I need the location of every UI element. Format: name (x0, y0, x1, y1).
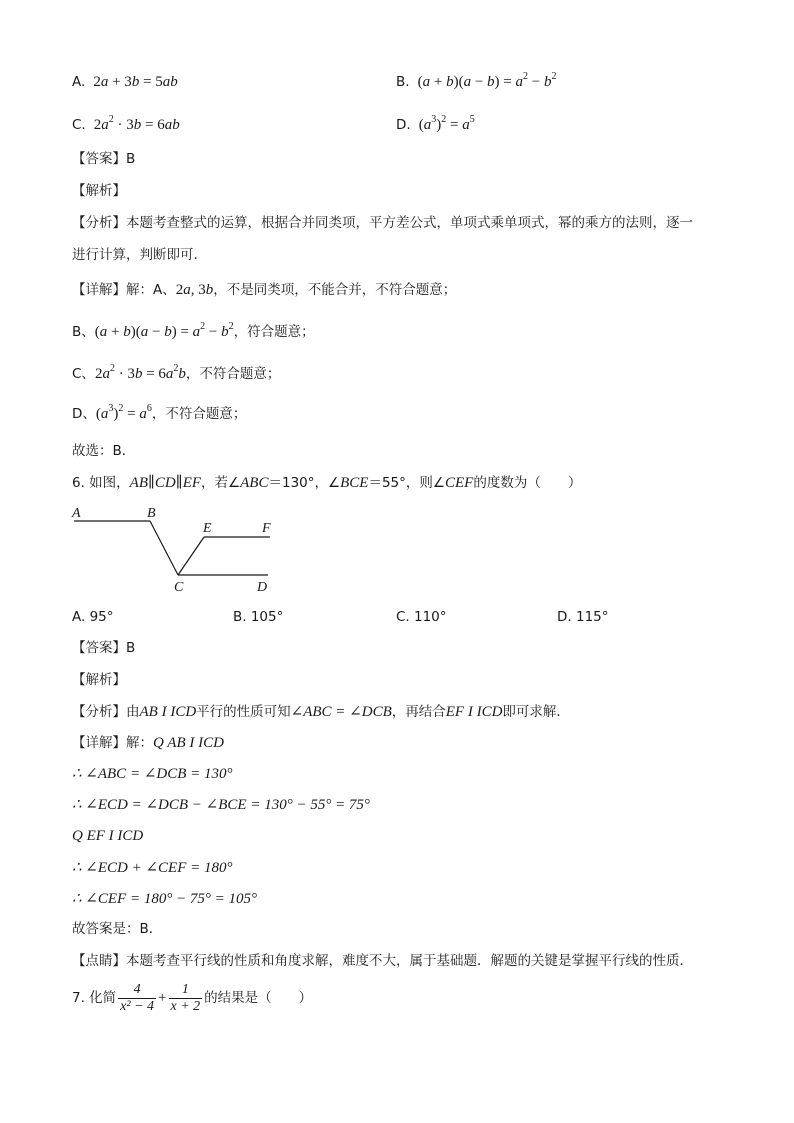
q6-xiangjie: 【详解】解：Q AB I ICD (72, 735, 224, 751)
q6-stem: 6. 如图，AB∥CD∥EF，若∠ABC＝130°，∠BCE＝55°，则∠CEF的度数为（ ） (72, 475, 582, 491)
q6-step: Q EF I ICD (72, 828, 144, 844)
q6-dianjing: 【点睛】本题考查平行线的性质和角度求解，难度不大，属于基础题．解题的关键是掌握平行线的性质． (72, 953, 693, 969)
q6-option-c: C. 110° (396, 609, 447, 625)
q5-fenxi-line1: 【分析】本题考查整式的运算，根据合并同类项，平方差公式，单项式乘单项式，幂的乘方的法则，逐一 (72, 215, 693, 231)
q6-conclusion: 故答案是：B． (72, 921, 163, 937)
q6-step: ∴ ∠CEF = 180° − 75° = 105° (72, 891, 258, 907)
label-a: A (72, 506, 81, 521)
label-f: F (262, 521, 271, 536)
q6-step: ∴ ∠ECD + ∠CEF = 180° (72, 860, 233, 876)
q5-option-b: B. $(a + b)(a - b) = a^2 - b^2$ (396, 71, 557, 90)
q6-answer: 【答案】B (72, 640, 136, 656)
q5-option-c-formula: $2a^2 \cdot 3b = 6ab$ (90, 114, 180, 133)
q6-option-a: A. 95° (72, 609, 114, 625)
q5-option-d-formula: $(a^3)^2 = a^5$ (414, 114, 475, 133)
label-c: C (174, 580, 184, 595)
q5-option-d: D. $(a^3)^2 = a^5$ (396, 114, 475, 133)
q5-option-a: A. 2a + 3b = 5ab (72, 74, 178, 90)
q5-analysis-heading: 【解析】 (72, 183, 126, 199)
q5-xiangjie-a: 【详解】解：A、2a, 3b，不是同类项，不能合并，不符合题意； (72, 282, 457, 298)
line-bc (150, 521, 178, 575)
q5-conclusion: 故选：B． (72, 443, 136, 459)
q5-option-c: C. $2a^2 \cdot 3b = 6ab$ (72, 114, 180, 133)
q6-option-b: B. 105° (233, 609, 284, 625)
q6-step: ∴ ∠ECD = ∠DCB − ∠BCE = 130° − 55° = 75° (72, 797, 370, 813)
q5-xiangjie-b: B、$(a + b)(a - b) = a^2 - b^2$，符合题意； (72, 321, 315, 340)
q7-stem: 7. 化简 $\frac{4}{\text{x² − 4}}$ + $\frac{1}{x + 2}$ 的结果是（ ） (72, 981, 313, 1014)
q5-fenxi-line2: 进行计算，判断即可． (72, 247, 207, 263)
label-e: E (203, 521, 212, 536)
q6-step: ∴ ∠ABC = ∠DCB = 130° (72, 766, 233, 782)
q6-parallel-lines-figure (68, 500, 288, 600)
q5-xiangjie-c: C、$2a^2 \cdot 3b = 6a^2b$，不符合题意； (72, 363, 281, 382)
q7-fraction-1: $\frac{4}{\text{x² − 4}}$ (120, 981, 155, 1014)
label-b: B (147, 506, 156, 521)
q6-option-d: D. 115° (557, 609, 609, 625)
q5-answer: 【答案】B (72, 151, 136, 167)
q5-xiangjie-d: D、$(a^3)^2 = a^6$，不符合题意； (72, 403, 247, 422)
q5-option-a-formula: 2a + 3b = 5ab (89, 74, 178, 90)
q5-option-b-formula: $(a + b)(a - b) = a^2 - b^2$ (413, 71, 557, 90)
line-ce (178, 537, 204, 575)
label-d: D (257, 580, 268, 595)
q6-fenxi: 【分析】由AB I ICD平行的性质可知∠ABC = ∠DCB，再结合EF I ICD即可求解． (72, 704, 570, 720)
q7-fraction-2: $\frac{1}{x + 2}$ (170, 981, 201, 1014)
q6-analysis-heading: 【解析】 (72, 672, 126, 688)
